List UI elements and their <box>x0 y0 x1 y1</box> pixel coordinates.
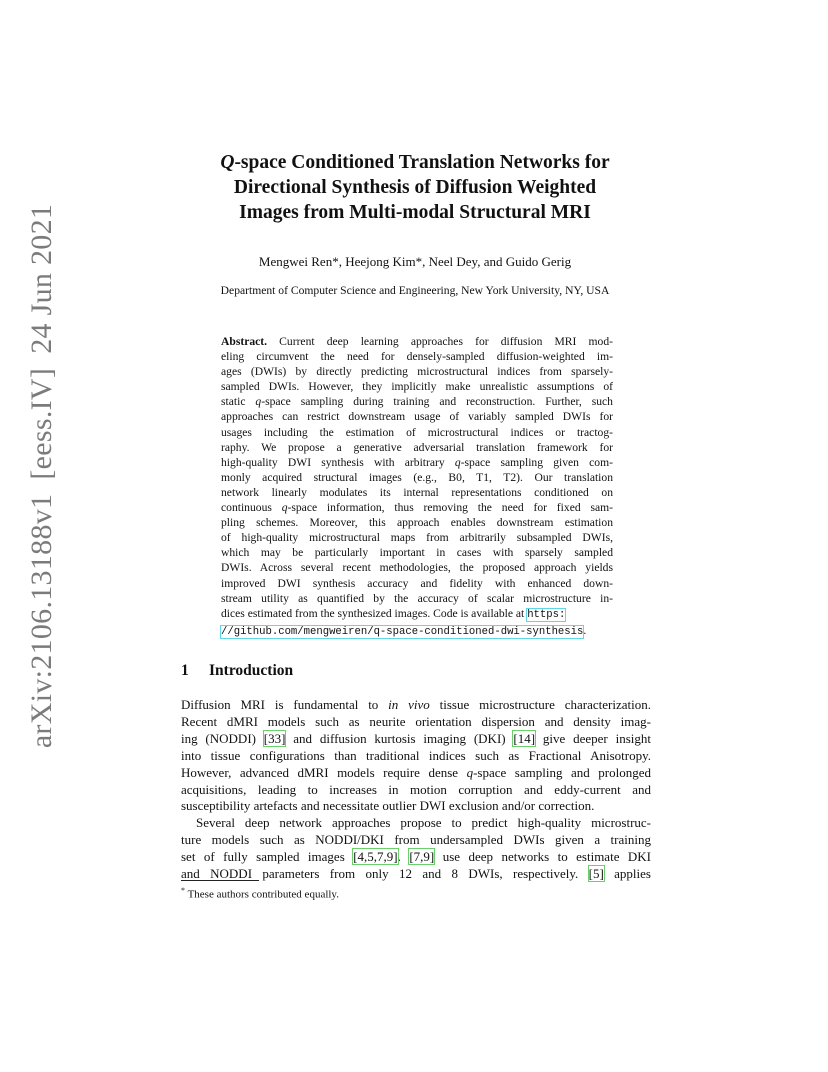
section-heading <box>181 662 293 680</box>
body-line: ture models such as NODDI/DKI from undersampled DWIs given a training <box>181 832 651 848</box>
body-line: into tissue configurations than traditional indices such as Fractional Anisotropy. <box>181 747 651 763</box>
abstract-line <box>221 606 613 623</box>
citation-link[interactable]: [33] <box>263 730 286 746</box>
abstract-text: dices estimated from the synthesized images. Code is available at <box>221 606 528 620</box>
code-url-link-cont[interactable]: //github.com/mengweiren/q-space-conditioned-dwi-synthesis <box>221 625 584 638</box>
abstract-text-italic: q <box>454 455 461 469</box>
abstract-line: raphy. We propose a generative adversarial translation framework for <box>221 440 613 454</box>
abstract-line: approaches can restrict downstream usage of variably sampled DWIs for <box>221 410 613 424</box>
title-line-3: Images from Multi-modal Structural MRI <box>239 202 591 223</box>
abstract-line: sampled DWIs. However, they implicitly make unrealistic assumptions of <box>221 380 613 394</box>
body-line: Diffusion MRI is fundamental to in vivo tissue microstructure characterization. <box>181 697 651 712</box>
citation-link[interactable]: [5] <box>588 866 604 882</box>
abstract-line: improved DWI synthesis accuracy and fidelity with enhanced down- <box>221 576 613 590</box>
section-title: Introduction <box>209 662 294 679</box>
footnote-text: These authors contributed equally. <box>187 888 339 901</box>
abstract-period: . <box>583 623 587 637</box>
abstract-line: of high-quality microstructural maps from arbitrarily subsampled DWIs, <box>221 531 613 545</box>
abstract-text-italic: q <box>281 501 288 515</box>
citation-link[interactable]: [7,9] <box>409 849 435 865</box>
citation-link[interactable]: [4,5,7,9] <box>353 849 398 865</box>
arxiv-id[interactable]: arXiv:2106.13188v1 <box>25 493 58 749</box>
abstract-line: network linearly modulates its internal representations conditioned on <box>221 485 613 499</box>
author-list: Mengwei Ren*, Heejong Kim*, Neel Dey, and Guido Gerig <box>258 254 572 269</box>
body-italic: in vivo <box>388 697 430 712</box>
body-line: However, advanced dMRI models require dense q-space sampling and prolonged <box>181 764 651 780</box>
abstract-line: stream utility as quantified by the accuracy of scalar microstructure in- <box>221 591 613 605</box>
footnote-mark: * <box>181 886 185 895</box>
citation-link[interactable]: [14] <box>513 730 536 746</box>
arxiv-stamp <box>22 203 62 749</box>
abstract-line: eling circumvent the need for densely-sampled diffusion-weighted im- <box>221 350 613 364</box>
abstract-text-italic: q <box>255 395 262 409</box>
abstract-line: which may be particularly important in cases with sparsely sampled <box>221 546 613 560</box>
title-line-2: Directional Synthesis of Diffusion Weighted <box>233 177 597 198</box>
abstract-line <box>221 623 613 640</box>
abstract <box>221 334 613 640</box>
abstract-line: usages including the estimation of microstructural indices or tractog- <box>221 425 613 439</box>
section-number: 1 <box>181 662 189 679</box>
abstract-line: continuous q-space information, thus removing the need for fixed sam- <box>221 501 613 515</box>
paper-title <box>120 150 710 225</box>
footnote <box>181 886 339 901</box>
body-italic: q <box>466 764 474 780</box>
abstract-heading: Abstract. <box>221 335 280 348</box>
abstract-line: Abstract. Current deep learning approaches for diffusion MRI mod- <box>221 335 613 348</box>
abstract-line: pling schemes. Moreover, this approach enables downstream estimation <box>221 516 613 530</box>
body-text <box>181 697 651 883</box>
body-line: acquisitions, leading to increases in motion corruption and eddy-current and <box>181 781 651 797</box>
body-line: set of fully sampled images [4,5,7,9]. [7,9] use deep networks to estimate DKI <box>181 849 652 865</box>
arxiv-date: 24 Jun 2021 <box>25 203 58 354</box>
abstract-line: monly acquired structural images (e.g., B0, T1, T2). Our translation <box>221 470 613 484</box>
body-line: ing (NODDI) [33] and diffusion kurtosis imaging (DKI) [14] give deeper insight <box>181 730 651 746</box>
body-line: susceptibility artefacts and necessitate outlier DWI exclusion and/or correction. <box>181 798 595 814</box>
body-line: and NODDI parameters from only 12 and 8 DWIs, respectively. [5] applies <box>181 866 651 882</box>
affiliation: Department of Computer Science and Engineering, New York University, NY, USA <box>220 284 610 297</box>
abstract-line: DWIs. Across several recent methodologies, the proposed approach yields <box>221 561 613 575</box>
title-q-symbol: Q <box>220 152 235 173</box>
abstract-line: static q-space sampling during training and reconstruction. Further, such <box>221 395 613 409</box>
code-url-link[interactable]: https: <box>527 608 566 621</box>
body-line: Recent dMRI models such as neurite orientation dispersion and density imag- <box>181 713 651 729</box>
abstract-line: ages (DWIs) by directly predicting microstructural indices from sparsely- <box>221 365 613 379</box>
body-line: Several deep network approaches propose to predict high-quality microstruc- <box>196 815 651 831</box>
abstract-line: high-quality DWI synthesis with arbitrary q-space sampling given com- <box>221 455 613 469</box>
arxiv-category: [eess.IV] <box>25 367 58 480</box>
footnote-rule <box>181 880 259 881</box>
title-line-1: -space Conditioned Translation Networks for <box>234 152 610 173</box>
